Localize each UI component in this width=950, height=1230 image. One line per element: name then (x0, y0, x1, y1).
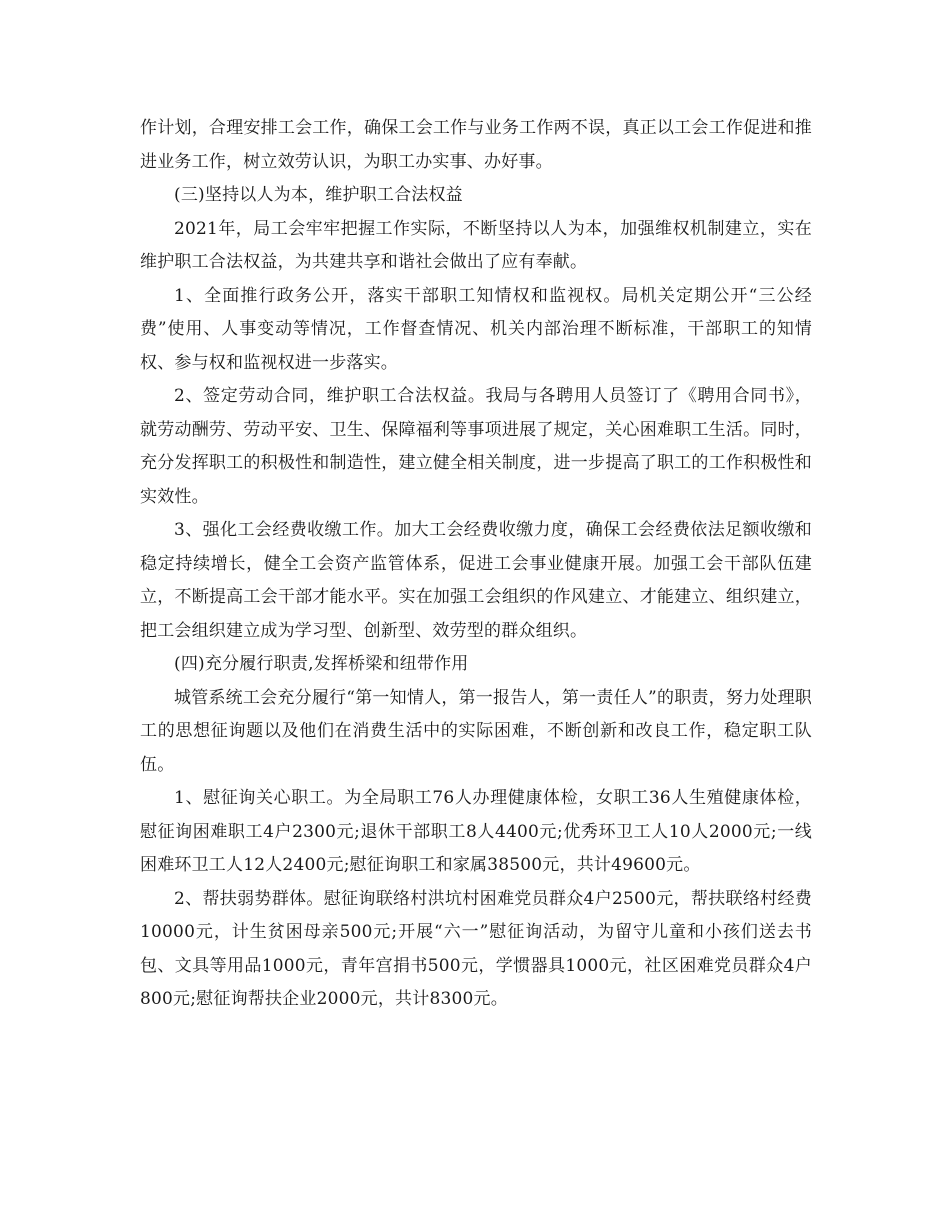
list-item-2-support-groups: 2、帮扶弱势群体。慰征询联络村洪坑村困难党员群众4户2500元，帮扶联络村经费10000元，计生贫困母亲500元;开展“六一”慰征询活动，为留守儿童和小孩们送去书包、文具等用品1000元，青年宫捐书500元，学惯器具1000元，社区困难党员群众4户800元;慰征询帮扶企业2000元，共计8300元。 (140, 888, 812, 1009)
paragraph-continuation: 作计划，合理安排工会工作，确保工会工作与业务工作两不误，真正以工会工作促进和推进业务工作，树立效劳认识，为职工办实事、办好事。 (140, 118, 812, 172)
list-item-2-labor-contract: 2、签定劳动合同，维护职工合法权益。我局与各聘用人员签订了《聘用合同书》，就劳动酬劳、劳动平安、卫生、保障福利等事项进展了规定，关心困难职工生活。同时，充分发挥职工的积极性和制造性，建立健全相关制度，进一步提高了职工的工作积极性和实效性。 (140, 386, 812, 507)
paragraph-union-duties: 城管系统工会充分履行“第一知情人，第一报告人，第一责任人”的职责，努力处理职工的思想征询题以及他们在消费生活中的实际困难，不断创新和改良工作，稳定职工队伍。 (140, 687, 812, 775)
paragraph-intro-2021: 2021年，局工会牢牢把握工作实际，不断坚持以人为本，加强维权机制建立，实在维护职工合法权益，为共建共享和谐社会做出了应有奉献。 (140, 218, 812, 272)
section-heading-three: (三)坚持以人为本，维护职工合法权益 (174, 185, 463, 205)
list-item-1-transparency: 1、全面推行政务公开，落实干部职工知情权和监视权。局机关定期公开“三公经费”使用、人事变动等情况，工作督查情况、机关内部治理不断标准，干部职工的知情权、参与权和监视权进一步落实。 (140, 285, 812, 373)
list-item-3-union-funds: 3、强化工会经费收缴工作。加大工会经费收缴力度，确保工会经费依法足额收缴和稳定持续增长，健全工会资产监管体系，促进工会事业健康开展。加强工会干部队伍建立，不断提高工会干部才能水平。实在加强工会组织的作风建立、才能建立、组织建立，把工会组织建立成为学习型、创新型、效劳型的群众组织。 (140, 520, 812, 641)
document-body (140, 112, 812, 1017)
section-heading-four: (四)充分履行职责,发挥桥梁和纽带作用 (174, 654, 469, 674)
list-item-1-care-workers: 1、慰征询关心职工。为全局职工76人办理健康体检，女职工36人生殖健康体检，慰征询困难职工4户2300元;退休干部职工8人4400元;优秀环卫工人10人2000元;一线困难环卫工人12人2400元;慰征询职工和家属38500元，共计49600元。 (140, 788, 812, 875)
